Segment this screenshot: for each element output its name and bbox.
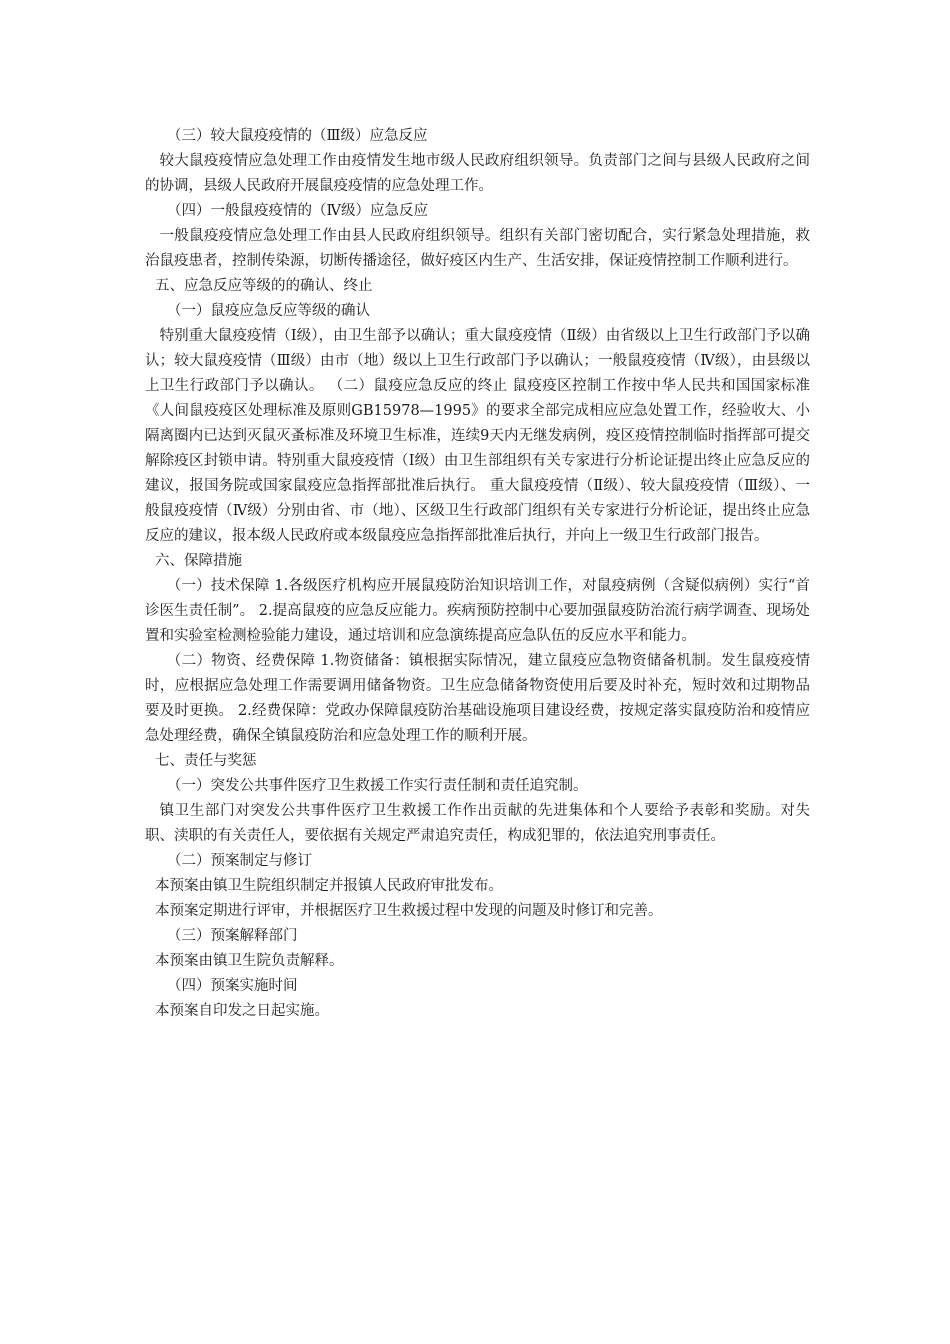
chapter-heading-five: 五、应急反应等级的的确认、终止 (155, 278, 373, 294)
section-heading-formulation: （二）预案制定与修订 (167, 853, 312, 869)
section-heading-interpretation: （三）预案解释部门 (167, 928, 298, 944)
section-heading-level3: （三）较大鼠疫疫情的（Ⅲ级）应急反应 (167, 128, 428, 144)
section-heading-responsibility: （一）突发公共事件医疗卫生救援工作实行责任制和责任追究制。 (167, 778, 588, 794)
chapter-heading-seven: 七、责任与奖惩 (155, 753, 257, 769)
paragraph-implementation: 本预案自印发之日起实施。 (155, 1003, 329, 1019)
paragraph-technical-support: （一）技术保障 1.各级医疗机构应开展鼠疫防治知识培训工作，对鼠疫病例（含疑似病例）实行“首诊医生责任制”。 2.提高鼠疫的应急反应能力。疾病预防控制中心要加强鼠疫防治流行病学调查、现场处置和实验室检测检验能力建设，通过培训和应急演练提高应急队伍的反应水平和能力。 (145, 578, 810, 644)
paragraph-confirmation-termination: 特别重大鼠疫疫情（Ⅰ级），由卫生部予以确认；重大鼠疫疫情（Ⅱ级）由省级以上卫生行政部门予以确认；较大鼠疫疫情（Ⅲ级）由市（地）级以上卫生行政部门予以确认；一般鼠疫疫情（Ⅳ级），由县级以上卫生行政部门予以确认。 （二）鼠疫应急反应的终止 鼠疫疫区控制工作按中华人民共和国国家标准《人间鼠疫疫区处理标准及原则GB15978—1995》的要求全部完成相应应急处置工作，经验收大、小隔离圈内已达到灭鼠灭蚤标准及环境卫生标准，连续9天内无继发病例，疫区疫情控制临时指挥部可提交解除疫区封锁申请。特别重大鼠疫疫情（Ⅰ级）由卫生部组织有关专家进行分析论证提出终止应急反应的建议，报国务院或国家鼠疫应急指挥部批准后执行。 重大鼠疫疫情（Ⅱ级）、较大鼠疫疫情（Ⅲ级）、一般鼠疫疫情（Ⅳ级）分别由省、市（地）、区级卫生行政部门组织有关专家进行分析论证，提出终止应急反应的建议，报本级人民政府或本级鼠疫应急指挥部批准后执行，并向上一级卫生行政部门报告。 (145, 328, 810, 544)
paragraph-material-funding: （二）物资、经费保障 1.物资储备：镇根据实际情况，建立鼠疫应急物资储备机制。发生鼠疫疫情时，应根据应急处理工作需要调用储备物资。卫生应急储备物资使用后要及时补充，短时效和过期物品要及时更换。 2.经费保障：党政办保障鼠疫防治基础设施项目建设经费，按规定落实鼠疫防治和疫情应急处理经费，确保全镇鼠疫防治和应急处理工作的顺利开展。 (145, 653, 810, 744)
chapter-heading-six: 六、保障措施 (155, 553, 242, 569)
section-heading-confirmation: （一）鼠疫应急反应等级的确认 (167, 303, 370, 319)
document-body (145, 124, 810, 1024)
section-heading-implementation: （四）预案实施时间 (167, 978, 298, 994)
paragraph-rewards-penalties: 镇卫生部门对突发公共事件医疗卫生救援工作作出贡献的先进集体和个人要给予表彰和奖励。对失职、渎职的有关责任人，要依据有关规定严肃追究责任，构成犯罪的，依法追究刑事责任。 (145, 803, 810, 844)
section-heading-level4: （四）一般鼠疫疫情的（Ⅳ级）应急反应 (167, 203, 428, 219)
paragraph-formulation: 本预案由镇卫生院组织制定并报镇人民政府审批发布。 (155, 878, 503, 894)
paragraph-revision: 本预案定期进行评审，并根据医疗卫生救援过程中发现的问题及时修订和完善。 (155, 903, 663, 919)
paragraph-interpretation: 本预案由镇卫生院负责解释。 (155, 953, 344, 969)
paragraph-level4-response: 一般鼠疫疫情应急处理工作由县人民政府组织领导。组织有关部门密切配合，实行紧急处理措施，救治鼠疫患者，控制传染源，切断传播途径，做好疫区内生产、生活安排，保证疫情控制工作顺利进行。 (145, 228, 810, 269)
paragraph-level3-response: 较大鼠疫疫情应急处理工作由疫情发生地市级人民政府组织领导。负责部门之间与县级人民政府之间的协调，县级人民政府开展鼠疫疫情的应急处理工作。 (145, 153, 810, 194)
